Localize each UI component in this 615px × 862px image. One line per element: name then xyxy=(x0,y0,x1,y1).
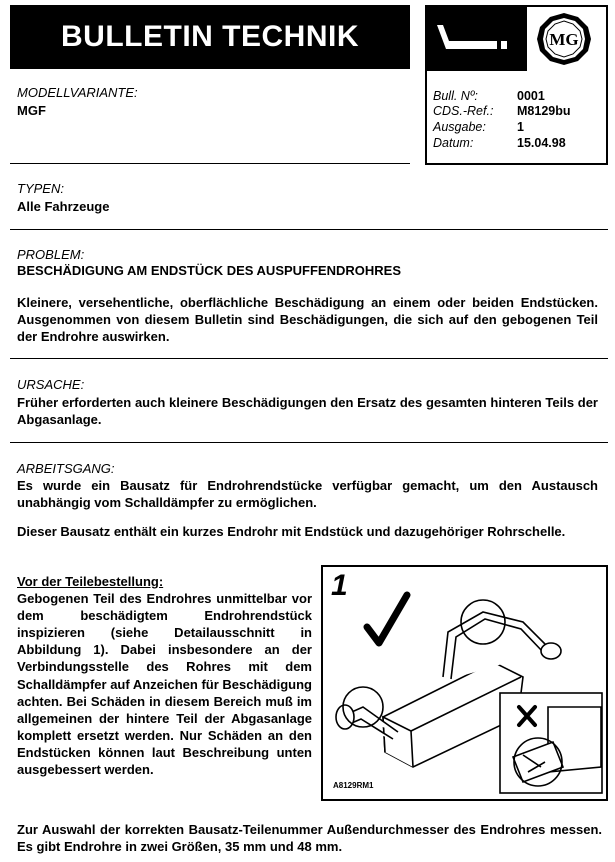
figure-caption: A8129RM1 xyxy=(333,781,374,790)
types-value: Alle Fahrzeuge xyxy=(17,199,110,214)
mg-logo xyxy=(535,11,593,67)
procedure-text-2: Dieser Bausatz enthält ein kurzes Endrohr mit Endstück und dazugehöriger Rohrschelle. xyxy=(17,524,566,539)
divider xyxy=(10,358,608,359)
figure-number: 1 xyxy=(331,569,348,602)
procedure-text-4: Zur Auswahl der korrekten Bausatz-Teilenummer Außendurchmesser des Endrohres messen. Es gibt Endrohre in zwei Größen, 35 mm und 48 mm. xyxy=(17,822,602,854)
model-value: MGF xyxy=(17,103,46,118)
exhaust-pipe-icon xyxy=(427,7,527,71)
meta-value: 1 xyxy=(517,120,524,134)
cause-text: Früher erforderten auch kleinere Beschädigungen den Ersatz des gesamten hinteren Teils der Abgasanlage. xyxy=(17,395,598,427)
types-label: TYPEN: xyxy=(17,181,64,196)
model-label: MODELLVARIANTE: xyxy=(17,85,138,100)
inspection-column xyxy=(17,573,312,778)
divider xyxy=(10,163,410,164)
problem-text: Kleinere, versehentliche, oberflächliche Beschädigung an einem oder beiden Endstücken. Ausgenommen von diesem Bulletin sind Beschädigungen, die sich auf den gebogenen Teil der Endrohre auswirken. xyxy=(17,295,598,344)
bulletin-title: BULLETIN TECHNIK xyxy=(10,5,410,69)
cause-label: URSACHE: xyxy=(17,377,85,392)
problem-heading: BESCHÄDIGUNG AM ENDSTÜCK DES AUSPUFFENDROHRES xyxy=(17,263,402,278)
meta-value: 0001 xyxy=(517,89,545,103)
exhaust-illustration xyxy=(323,567,606,799)
inspection-text: Gebogenen Teil des Endrohres unmittelbar vor dem beschädigtem Endrohrendstück inspizieren (siehe Detailausschnitt in Abbildung 1). Dabei insbesondere an der Verbindungsstelle des Rohres mit dem Schalldämpfer auf Anzeichen für Beschädigung achten. Bei Schäden in diesem Bereich muß im allgemeinen der hintere Teil der Abgasanlage komplett ersetzt werden. Nur Schäden an den Endstücken können laut Beschreibung unten ausgebessert werden. xyxy=(17,591,312,778)
divider xyxy=(10,229,608,230)
problem-label: PROBLEM: xyxy=(17,247,85,262)
meta-value: M8129bu xyxy=(517,104,571,118)
bulletin-meta-box xyxy=(425,5,608,165)
checkmark-icon xyxy=(367,595,407,643)
exhaust-icon-panel xyxy=(427,7,527,71)
svg-text:MG: MG xyxy=(549,30,579,49)
meta-key: Ausgabe: xyxy=(433,120,486,134)
procedure-text-1: Es wurde ein Bausatz für Endrohrendstücke verfügbar gemacht, um den Austausch unabhängig vom Schalldämpfer zu ermöglichen. xyxy=(17,478,598,510)
procedure-label: ARBEITSGANG: xyxy=(17,461,115,476)
meta-value: 15.04.98 xyxy=(517,136,566,150)
meta-key: CDS.-Ref.: xyxy=(433,104,494,118)
meta-header xyxy=(427,7,606,71)
meta-key: Datum: xyxy=(433,136,474,150)
detail-inset xyxy=(500,693,602,793)
figure-1 xyxy=(321,565,608,801)
mg-logo-icon xyxy=(535,11,593,67)
meta-key: Bull. Nº: xyxy=(433,89,478,103)
divider xyxy=(10,442,608,443)
inspection-subheading: Vor der Teilebestellung: xyxy=(17,574,164,589)
